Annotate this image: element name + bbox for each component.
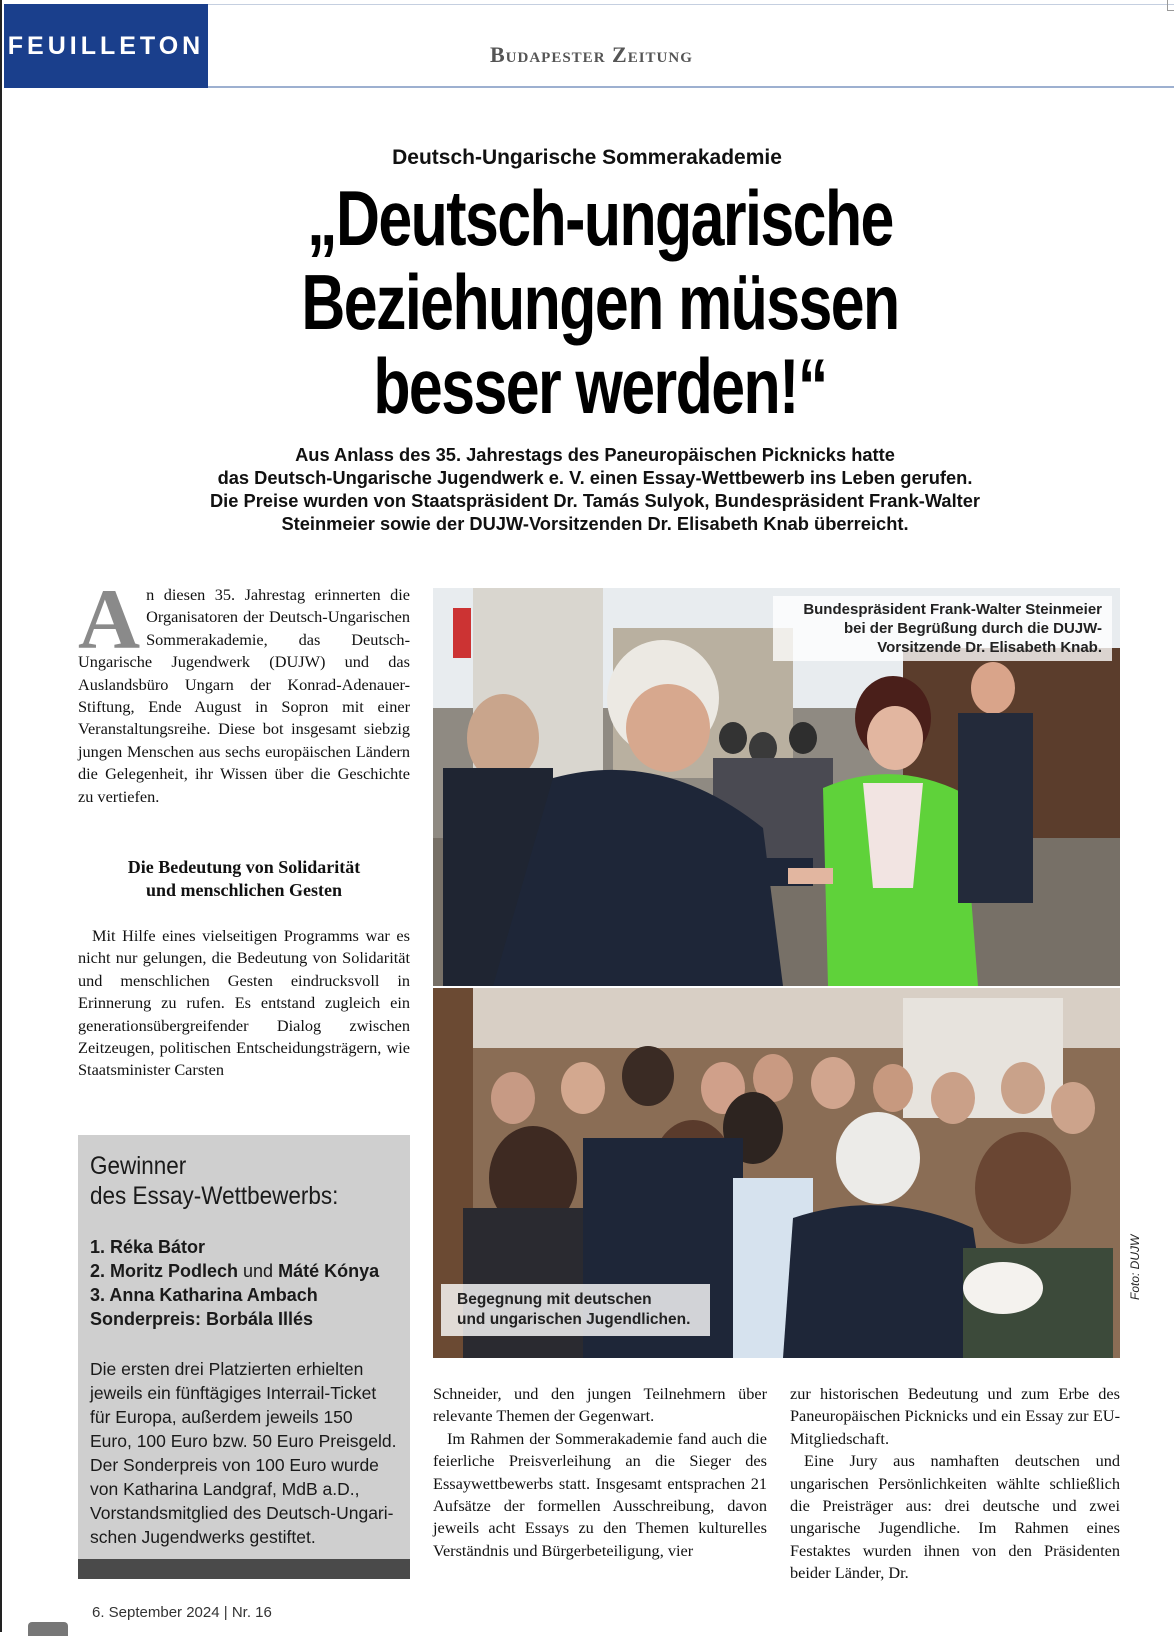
box-text-line-3: für Europa, außerdem jeweils 150 (90, 1407, 353, 1427)
footer-date-issue: 6. September 2024 | Nr. 16 (92, 1604, 272, 1621)
winner-1-name: 1. Réka Bátor (90, 1237, 206, 1257)
subheading (78, 856, 410, 902)
photo-youth-meeting (433, 988, 1120, 1358)
page-edge (0, 0, 2, 1632)
paragraph-1-text: n diesen 35. Jahrestag erinnerten die Organisatoren der Deutsch-Ungarischen Sommerakademie, das Deutsch-Ungarische Jugendwerk (DUJW) und das Auslandsbüro Ungarn der Konrad-Adenauer-Stiftung, Ende August in Sopron mit einer Veranstaltungsreihe. Diese bot insgesamt siebzig jungen Menschen aus sechs europäischen Ländern die Gelegenheit, ihr Wissen über die Geschichte zu vertiefen. (78, 585, 410, 806)
body-column-left-2 (78, 925, 410, 1082)
caption-top-line-2: bei der Begrüßung durch die DUJW- (843, 620, 1102, 637)
winner-2a-name: 2. Moritz Podlech (90, 1261, 239, 1281)
winners-box-footer-bar (78, 1559, 410, 1579)
headline-line-1: „Deutsch-ungarische (307, 174, 893, 262)
paragraph-5: zur historischen Bedeutung und zum Erbe des Paneuropäischen Picknicks und ein Essay zur EU-Mitgliedschaft. (790, 1384, 1120, 1448)
photo-credit: Foto: DUJW (1128, 1234, 1142, 1300)
paragraph-4: Im Rahmen der Sommerakademie fand auch die feierliche Preisverleihung an die Sieger des Essaywettbewerbs statt. Insgesamt entsprachen 21 Aufsätze der formellen Ausschreibung, davon jeweils acht Essays zu den Themen kulturelles Verständnis und Bürgerbeteiligung, vier (433, 1428, 767, 1560)
corner-mark (1167, 0, 1174, 11)
article-lead (120, 443, 1070, 535)
paragraph-2: Mit Hilfe eines vielseitigen Programms war es nicht nur gelungen, die Bedeutung von Solidarität und menschlichen Gesten eindrucksvoll in Erinnerung zu rufen. Es entstand zugleich ein generationsübergreifender Dialog zwischen Zeitzeugen, politischen Entscheidungsträgern, wie Staatsminister Carsten (78, 926, 410, 1080)
box-text-line-7: Vorstandsmitglied des Deutsch-Ungari- (90, 1503, 394, 1523)
lead-line-4: Steinmeier sowie der DUJW-Vorsitzenden Dr. Elisabeth Knab überreicht. (281, 513, 909, 534)
article-kicker: Deutsch-Ungarische Sommerakademie (392, 146, 782, 169)
header-top-rule (208, 4, 1174, 5)
winners-box-text (90, 1357, 396, 1549)
caption-bottom-line-2: und ungarischen Jugendlichen. (457, 1311, 691, 1328)
winners-box-title (90, 1151, 338, 1211)
caption-bottom-line-1: Begegnung mit deutschen (457, 1291, 652, 1308)
page-number-tab (28, 1622, 68, 1636)
lead-line-1: Aus Anlass des 35. Jahrestags des Paneuropäischen Picknicks hatte (295, 444, 895, 465)
winners-title-line-1: Gewinner (90, 1152, 187, 1180)
box-text-line-4: Euro, 100 Euro bzw. 50 Euro Preisgeld. (90, 1431, 397, 1451)
box-text-line-8: schen Jugendwerks gestiftet. (90, 1527, 316, 1547)
winner-3-name: 3. Anna Katharina Ambach (90, 1285, 318, 1305)
caption-top-line-1: Bundespräsident Frank-Walter Steinmeier (803, 601, 1102, 618)
winner-2b-name: Máté Kónya (278, 1261, 380, 1281)
winner-special-name: Sonderpreis: Borbála Illés (90, 1309, 314, 1329)
headline-line-3: besser werden!“ (373, 342, 827, 430)
winner-3 (90, 1283, 379, 1307)
photo-handshake (433, 588, 1120, 986)
winner-2 (90, 1259, 379, 1283)
section-tag: FEUILLETON (4, 4, 208, 88)
winners-list (90, 1235, 379, 1331)
subheading-line-2: und menschlichen Gesten (145, 880, 343, 900)
winners-title-line-2: des Essay-Wettbewerbs: (90, 1182, 339, 1210)
winner-1 (90, 1235, 379, 1259)
winner-2-and: und (238, 1261, 279, 1281)
winner-special (90, 1307, 379, 1331)
photo-caption-top (773, 596, 1112, 661)
lead-line-3: Die Preise wurden von Staatspräsident Dr. Tamás Sulyok, Bundespräsident Frank-Walter (209, 490, 981, 511)
paragraph-3: Schneider, und den jungen Teilnehmern über relevante Themen der Gegenwart. (433, 1384, 767, 1426)
body-column-right (790, 1383, 1120, 1585)
box-text-line-2: jeweils ein fünftägiges Interrail-Ticket (90, 1383, 377, 1403)
paragraph-6: Eine Jury aus namhaften deutschen und ungarischen Persönlichkeiten wählte schließlich die Preisträger aus: drei deutsche und zwei ungarische Jugendliche. Im Rahmen eines Festaktes wurden ihnen von den Präsidenten beider Länder, Dr. (790, 1451, 1120, 1583)
winners-box (78, 1135, 410, 1579)
body-column-left (78, 571, 410, 808)
body-column-middle (433, 1383, 767, 1562)
caption-top-line-3: Vorsitzende Dr. Elisabeth Knab. (877, 639, 1102, 656)
photo-caption-bottom (441, 1284, 710, 1336)
box-text-line-6: von Katharina Landgraf, MdB a.D., (90, 1479, 360, 1499)
box-text-line-1: Die ersten drei Platzierten erhielten (90, 1359, 364, 1379)
lead-line-2: das Deutsch-Ungarische Jugendwerk e. V. einen Essay-Wettbewerb ins Leben gerufen. (217, 467, 973, 488)
subheading-line-1: Die Bedeutung von Solidarität (127, 857, 361, 877)
header-rule (208, 86, 1174, 88)
drop-cap: A (78, 571, 141, 667)
article-headline (272, 176, 927, 428)
headline-line-2: Beziehungen müssen (301, 258, 899, 346)
box-text-line-5: Der Sonderpreis von 100 Euro wurde (90, 1455, 379, 1475)
masthead: Budapester Zeitung (490, 42, 693, 67)
paragraph-1 (78, 571, 410, 808)
